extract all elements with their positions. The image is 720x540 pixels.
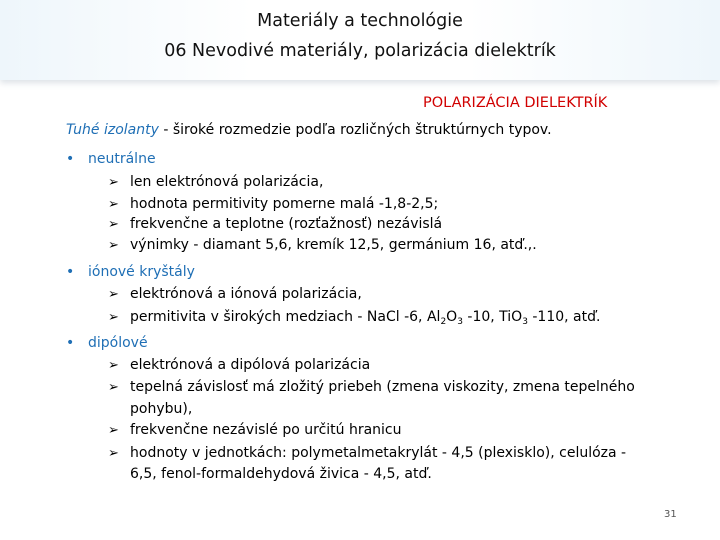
list-item <box>108 174 323 190</box>
list-item-text: frekvenčne nezávislé po určitú hranicu <box>130 422 402 438</box>
list-item <box>108 379 635 395</box>
subscript: 3 <box>522 317 528 327</box>
subscript: 3 <box>457 317 463 327</box>
list-item <box>108 237 537 253</box>
intro-text <box>66 122 552 138</box>
list-item <box>108 445 626 461</box>
arrow-bullet-icon: ➢ <box>108 310 119 325</box>
page-number: 31 <box>664 509 677 520</box>
arrow-bullet-icon: ➢ <box>108 423 119 438</box>
text-part: -110, atď. <box>527 309 601 325</box>
arrow-bullet-icon: ➢ <box>108 217 119 232</box>
arrow-bullet-icon: ➢ <box>108 287 119 302</box>
list-item <box>108 357 370 373</box>
list-item-text: výnimky - diamant 5,6, kremík 12,5, germánium 16, atď.,. <box>130 237 537 253</box>
bullet-label: iónové kryštály <box>88 264 195 280</box>
list-item-text: elektrónová a dipólová polarizácia <box>130 357 371 373</box>
bullet-dot-icon: • <box>66 335 75 351</box>
arrow-bullet-icon: ➢ <box>108 238 119 253</box>
bullet-label: dipólové <box>88 335 148 351</box>
text-part: permitivita v širokých medziach - NaCl -6, Al <box>130 309 441 325</box>
list-item-text: elektrónová a iónová polarizácia, <box>130 286 362 302</box>
section-title: POLARIZÁCIA DIELEKTRÍK <box>423 95 608 111</box>
text-part: -10, TiO <box>462 309 523 325</box>
slide-header <box>0 0 720 80</box>
bullet-ionic-crystals <box>66 264 195 280</box>
list-item-text: frekvenčne a teplotne (rozťažnosť) nezávislá <box>130 216 443 232</box>
list-item-continuation: 6,5, fenol-formaldehydová živica - 4,5, atď. <box>130 466 432 482</box>
list-item-permittivity <box>108 309 600 327</box>
list-item-text: tepelná závislosť má zložitý priebeh (zmena viskozity, zmena tepelného <box>130 379 635 395</box>
arrow-bullet-icon: ➢ <box>108 380 119 395</box>
arrow-bullet-icon: ➢ <box>108 175 119 190</box>
list-item-text: hodnota permitivity pomerne malá -1,8-2,5; <box>130 196 439 212</box>
bullet-dot-icon: • <box>66 151 75 167</box>
text-part: O <box>446 309 458 325</box>
bullet-dipolar <box>66 335 148 351</box>
list-item <box>108 422 402 438</box>
arrow-bullet-icon: ➢ <box>108 358 119 373</box>
intro-lead: Tuhé izolanty <box>66 122 159 138</box>
slide-title: Materiály a technológie <box>257 11 463 31</box>
bullet-dot-icon: • <box>66 264 75 280</box>
slide-subtitle: 06 Nevodivé materiály, polarizácia dielektrík <box>164 41 556 61</box>
subscript: 2 <box>440 317 447 327</box>
bullet-label: neutrálne <box>88 151 156 167</box>
list-item <box>108 216 442 232</box>
arrow-bullet-icon: ➢ <box>108 446 119 461</box>
list-item-text: hodnoty v jednotkách: polymetalmetakrylát - 4,5 (plexisklo), celulóza - <box>130 445 627 461</box>
list-item-continuation: pohybu), <box>130 401 193 417</box>
list-item <box>108 286 362 302</box>
bullet-neutral <box>66 151 156 167</box>
arrow-bullet-icon: ➢ <box>108 197 119 212</box>
intro-rest: - široké rozmedzie podľa rozličných štruktúrnych typov. <box>158 122 552 138</box>
list-item <box>108 196 438 212</box>
list-item-text: len elektrónová polarizácia, <box>130 174 324 190</box>
